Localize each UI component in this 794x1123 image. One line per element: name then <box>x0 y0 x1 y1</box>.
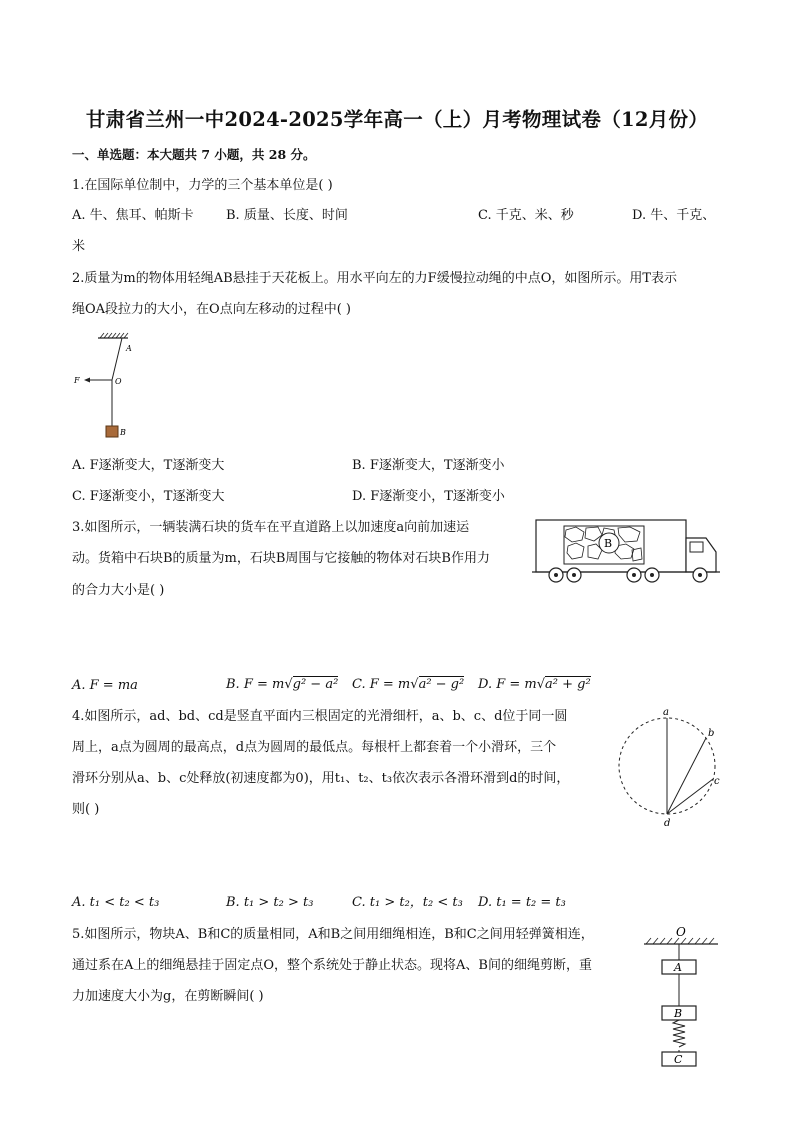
q3-option-d-radicand: a² + g² <box>545 677 591 692</box>
q4-stem-line3: 滑环分别从a、b、c处释放(初速度都为0)，用t₁、t₂、t₃依次表示各滑环滑到d的时间， <box>72 771 570 786</box>
label-b: B <box>674 1007 683 1020</box>
q2-stem-line1: 2.质量为m的物体用轻绳AB悬挂于天花板上。用水平向左的力F缓慢拉动绳的中点O，如图所示。用T表示 <box>72 271 678 286</box>
q2-option-a: A. F逐渐变大，T逐渐变大 <box>72 458 225 473</box>
q3-truck-figure <box>532 516 724 586</box>
q3-stem-line3: 的合力大小是( ) <box>72 583 165 598</box>
q2-option-d: D. F逐渐变小，T逐渐变小 <box>352 489 505 504</box>
label-o: O <box>676 925 686 939</box>
label-a: A <box>126 344 132 353</box>
q5-spring-figure <box>640 922 724 1068</box>
q4-stem-line4: 则( ) <box>72 802 100 817</box>
arrowhead-icon <box>84 378 90 383</box>
q3-option-c-radicand: a² − g² <box>418 677 465 692</box>
rock-label: B <box>604 537 613 550</box>
q1-option-d-cont: 米 <box>72 239 86 254</box>
label-b: b <box>708 728 715 739</box>
q1-stem: 1.在国际单位制中，力学的三个基本单位是( ) <box>72 178 333 193</box>
q4-option-c: C. t₁ > t₂，t₂ < t₃ <box>352 895 463 910</box>
q3-option-d: D. F = m√a² + g² <box>478 677 591 692</box>
q3-stem-line2: 动。货箱中石块B的质量为m，石块B周围与它接触的物体对石块B作用力 <box>72 551 490 566</box>
q3-option-b-radicand: g² − a² <box>292 677 339 692</box>
label-c: C <box>674 1053 683 1066</box>
q2-option-b: B. F逐渐变大，T逐渐变小 <box>352 458 505 473</box>
q5-stem-line2: 通过系在A上的细绳悬挂于固定点O，整个系统处于静止状态。现将A、B间的细绳剪断，重 <box>72 958 592 973</box>
q2-option-c: C. F逐渐变小，T逐渐变大 <box>72 489 225 504</box>
label-a: A <box>674 961 682 974</box>
section-heading: 一、单选题：本大题共 7 小题，共 28 分。 <box>72 147 316 162</box>
q2-stem-line2: 绳OA段拉力的大小，在O点向左移动的过程中( ) <box>72 302 351 317</box>
rope-oa <box>112 338 122 380</box>
q1-option-b: B. 质量、长度、时间 <box>226 208 348 223</box>
label-o: O <box>115 377 122 386</box>
q4-circle-figure <box>612 704 726 830</box>
q1-option-a: A. 牛、焦耳、帕斯卡 <box>72 208 194 223</box>
spring-bc <box>673 1020 685 1047</box>
q4-stem-line1: 4.如图所示，ad、bd、cd是竖直平面内三根固定的光滑细杆，a、b、c、d位于同一圆 <box>72 709 568 724</box>
q1-option-c: C. 千克、米、秒 <box>478 208 574 223</box>
rod-bd <box>667 738 706 814</box>
block-b <box>106 426 118 437</box>
ceiling-hatch <box>100 333 128 338</box>
q4-option-d: D. t₁ = t₂ = t₃ <box>478 895 566 910</box>
q3-option-c-prefix: C. F = m <box>352 677 411 692</box>
q4-option-a: A. t₁ < t₂ < t₃ <box>72 895 160 910</box>
q2-rope-figure <box>70 332 140 444</box>
q3-option-d-prefix: D. F = m <box>478 677 537 692</box>
label-f: F <box>74 376 80 385</box>
page-title: 甘肃省兰州一中2024-2025学年高一（上）月考物理试卷（12月份） <box>85 108 709 131</box>
rod-cd <box>667 779 713 814</box>
q3-option-b: B. F = m√g² − a² <box>226 677 339 692</box>
q5-stem-line3: 力加速度大小为g，在剪断瞬间( ) <box>72 989 264 1004</box>
label-a: a <box>663 707 669 718</box>
label-b: B <box>120 428 126 437</box>
label-d: d <box>664 818 671 829</box>
q1-option-d: D. 牛、千克、 <box>632 208 716 223</box>
q3-option-a: A. F = ma <box>72 678 138 693</box>
label-c: c <box>714 776 720 787</box>
q5-stem-line1: 5.如图所示，物块A、B和C的质量相同，A和B之间用细绳相连，B和C之间用轻弹簧相连， <box>72 927 594 942</box>
q3-option-c: C. F = m√a² − g² <box>352 677 465 692</box>
q3-option-b-prefix: B. F = m <box>226 677 285 692</box>
q4-option-b: B. t₁ > t₂ > t₃ <box>226 895 314 910</box>
q4-stem-line2: 周上，a点为圆周的最高点，d点为圆周的最低点。每根杆上都套着一个小滑环，三个 <box>72 740 557 755</box>
cab-window <box>690 542 703 552</box>
q3-stem-line1: 3.如图所示，一辆装满石块的货车在平直道路上以加速度a向前加速运 <box>72 520 470 535</box>
